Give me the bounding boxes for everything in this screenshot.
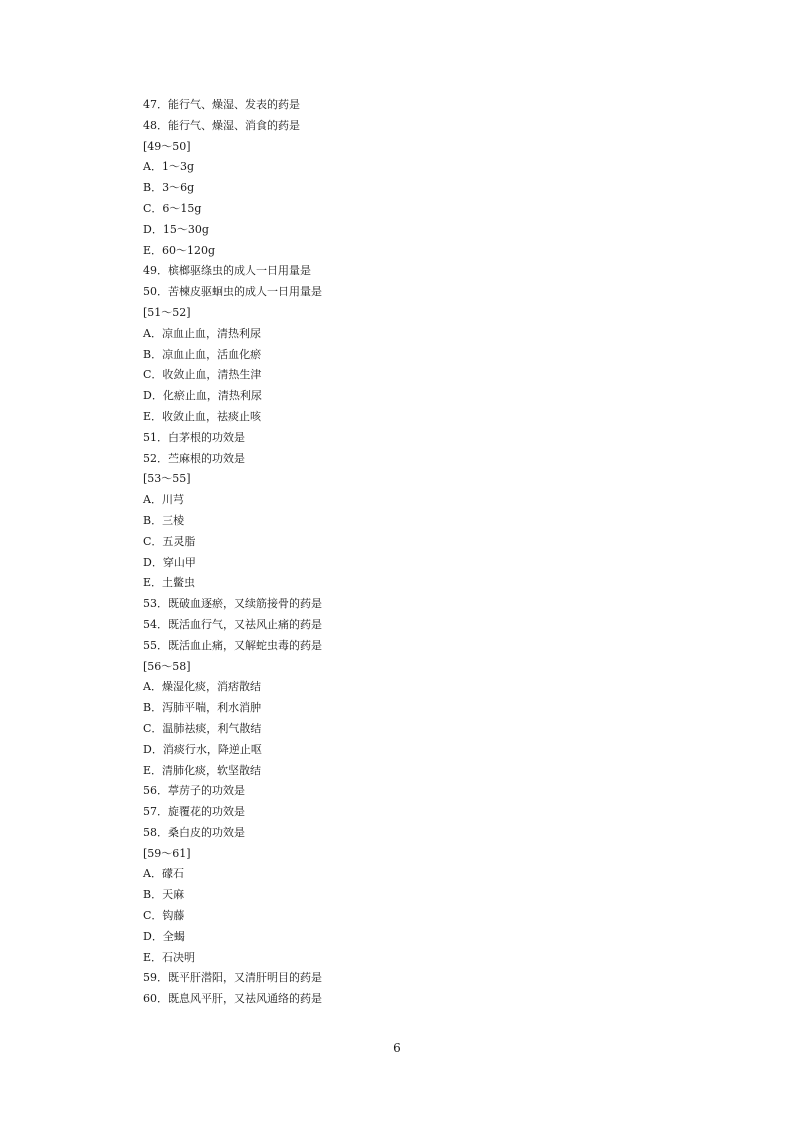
- text-line: 48．能行气、燥湿、消食的药是: [143, 118, 300, 132]
- text-line: C．收敛止血，清热生津: [143, 368, 262, 382]
- text-line: B．三棱: [143, 513, 185, 527]
- text-line: 60．既息风平肝，又祛风通络的药是: [143, 992, 322, 1006]
- text-line: 51．白茅根的功效是: [143, 430, 245, 444]
- text-line: 56．葶苈子的功效是: [143, 784, 245, 798]
- text-line: 49．槟榔驱绦虫的成人一日用量是: [143, 264, 311, 278]
- text-line: C．温肺祛痰，利气散结: [143, 721, 262, 735]
- text-line: 50．苦楝皮驱蛔虫的成人一日用量是: [143, 285, 322, 299]
- text-line: A．1～3g: [143, 160, 194, 174]
- text-line: 55．既活血止痛，又解蛇虫毒的药是: [143, 638, 322, 652]
- text-line: E．土鳖虫: [143, 576, 196, 590]
- text-line: B．3～6g: [143, 181, 195, 195]
- text-line: 58．桑白皮的功效是: [143, 825, 245, 839]
- text-line: [49～50]: [143, 139, 191, 153]
- text-line: A．礞石: [143, 867, 184, 881]
- text-line: [59～61]: [143, 846, 191, 860]
- text-line: A．川芎: [143, 493, 184, 507]
- text-line: 59．既平肝潜阳，又清肝明目的药是: [143, 971, 322, 985]
- text-line: B．凉血止血，活血化瘀: [143, 347, 262, 361]
- text-line: 47．能行气、燥湿、发表的药是: [143, 98, 300, 111]
- text-line: [56～58]: [143, 659, 191, 673]
- text-line: C．五灵脂: [143, 534, 196, 548]
- text-line: A．燥湿化痰，消痞散结: [143, 680, 261, 694]
- text-line: D．15～30g: [143, 222, 209, 236]
- text-line: E．清肺化痰，软坚散结: [143, 763, 262, 777]
- document-body: [143, 95, 663, 1010]
- text-line: B．泻肺平喘，利水消肿: [143, 701, 262, 715]
- text-line: D．全蝎: [143, 929, 185, 943]
- text-line: E．60～120g: [143, 243, 216, 257]
- text-line: [53～55]: [143, 472, 191, 486]
- text-line: [51～52]: [143, 305, 191, 319]
- text-line: 52．苎麻根的功效是: [143, 451, 245, 465]
- text-line: 54．既活血行气，又祛风止痛的药是: [143, 617, 322, 631]
- text-line: C．钩藤: [143, 909, 185, 923]
- text-line: B．天麻: [143, 888, 185, 902]
- text-line: E．收敛止血，祛痰止咳: [143, 409, 262, 423]
- page-number: 6: [393, 1041, 401, 1055]
- text-line: D．消痰行水，降逆止呕: [143, 742, 262, 756]
- text-line: D．化瘀止血，清热利尿: [143, 389, 262, 403]
- text-line: 57．旋覆花的功效是: [143, 805, 245, 819]
- text-line: D．穿山甲: [143, 555, 196, 569]
- text-line: E．石决明: [143, 950, 196, 964]
- text-line: C．6～15g: [143, 201, 202, 215]
- text-line: A．凉血止血，清热利尿: [143, 326, 261, 340]
- text-line: 53．既破血逐瘀，又续筋接骨的药是: [143, 597, 322, 611]
